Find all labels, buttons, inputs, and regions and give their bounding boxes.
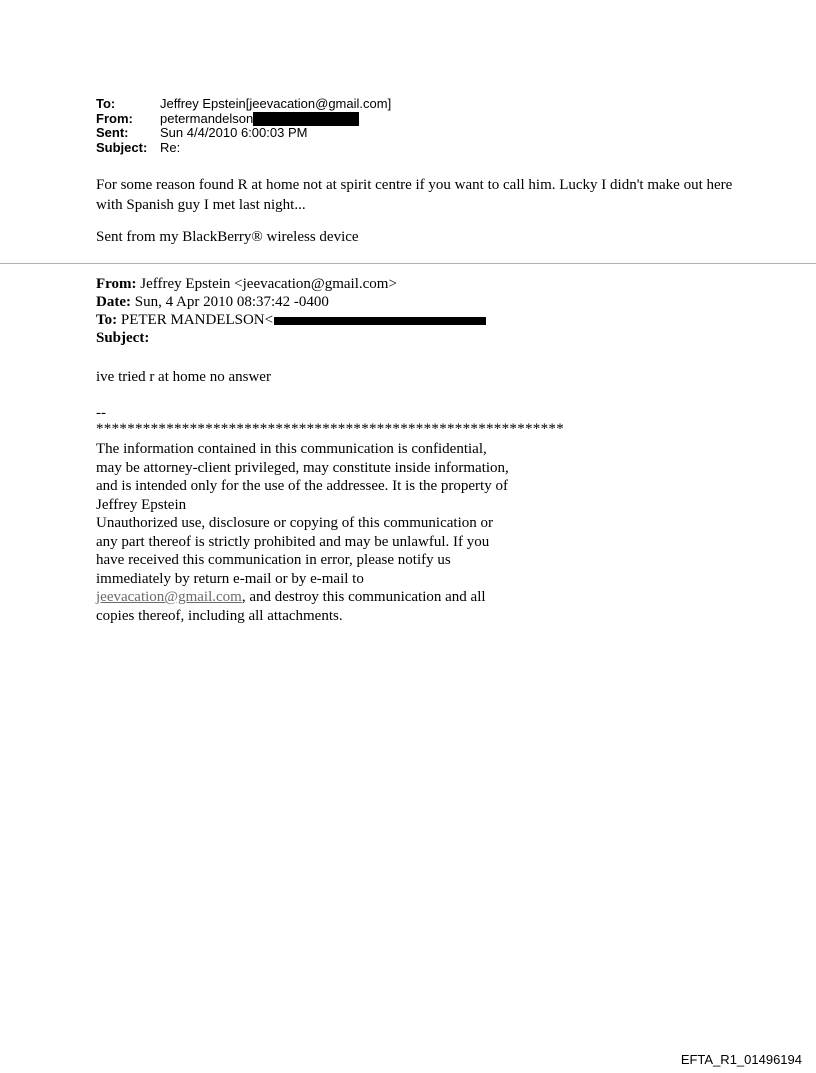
from-value: petermandelson [160,110,254,126]
quoted-subject-label: Subject: [96,330,150,346]
sent-label: Sent: [96,125,129,140]
redaction-bar [274,317,486,325]
email-header [96,97,391,155]
subject-row [96,141,391,156]
confidentiality-disclaimer [96,440,516,625]
document-id: EFTA_R1_01496194 [680,1052,802,1067]
to-value: Jeffrey Epstein[jeevacation@gmail.com] [160,96,392,111]
quoted-from-row [96,275,486,293]
quoted-from-value: Jeffrey Epstein <jeevacation@gmail.com> [140,276,397,292]
quoted-date-row [96,293,486,311]
disclaimer-text-4: , and destroy this communication and all copies thereof, including all attachments. [96,589,486,624]
signature-separator: -- [96,405,106,421]
quoted-to-row [96,311,486,329]
quoted-date-value: Sun, 4 Apr 2010 08:37:42 -0400 [134,294,329,310]
disclaimer-text-3: Unauthorized use, disclosure or copying of this communication or any part thereof is strictly prohibited and may be unlawful. If you have received this communication in error, please notify us immediately by return e-mail or by e-mail to [96,515,493,587]
quoted-header [96,275,486,347]
disclaimer-text-2: Jeffrey Epstein [96,496,187,513]
quoted-body: ive tried r at home no answer [96,369,271,385]
redaction-bar [253,112,359,126]
email-link[interactable]: jeevacation@gmail.com [96,589,242,605]
to-label: To: [96,96,116,111]
message-signature: Sent from my BlackBerry® wireless device [96,229,359,245]
quoted-subject-row [96,329,486,347]
sent-value: Sun 4/4/2010 6:00:03 PM [160,125,308,140]
from-label: From: [96,110,133,126]
quoted-to-label: To: [96,312,118,328]
divider [0,263,816,264]
subject-label: Subject: [96,139,148,155]
disclaimer-text-1: The information contained in this communication is confidential, may be attorney-client privileged, may constitute inside information, and is intended only for the use of the addressee. It is the property of [96,441,509,494]
quoted-to-value: PETER MANDELSON< [120,312,274,328]
message-body: For some reason found R at home not at spirit centre if you want to call him. Lucky I didn't make out here with Spanish guy I met last night... [96,177,733,213]
to-row [96,97,391,112]
quoted-date-label: Date: [96,294,131,310]
from-row [96,112,391,127]
asterisk-line: ************************************************************ [96,421,564,437]
subject-value: Re: [160,139,181,155]
quoted-from-label: From: [96,276,137,292]
sent-row [96,126,391,141]
